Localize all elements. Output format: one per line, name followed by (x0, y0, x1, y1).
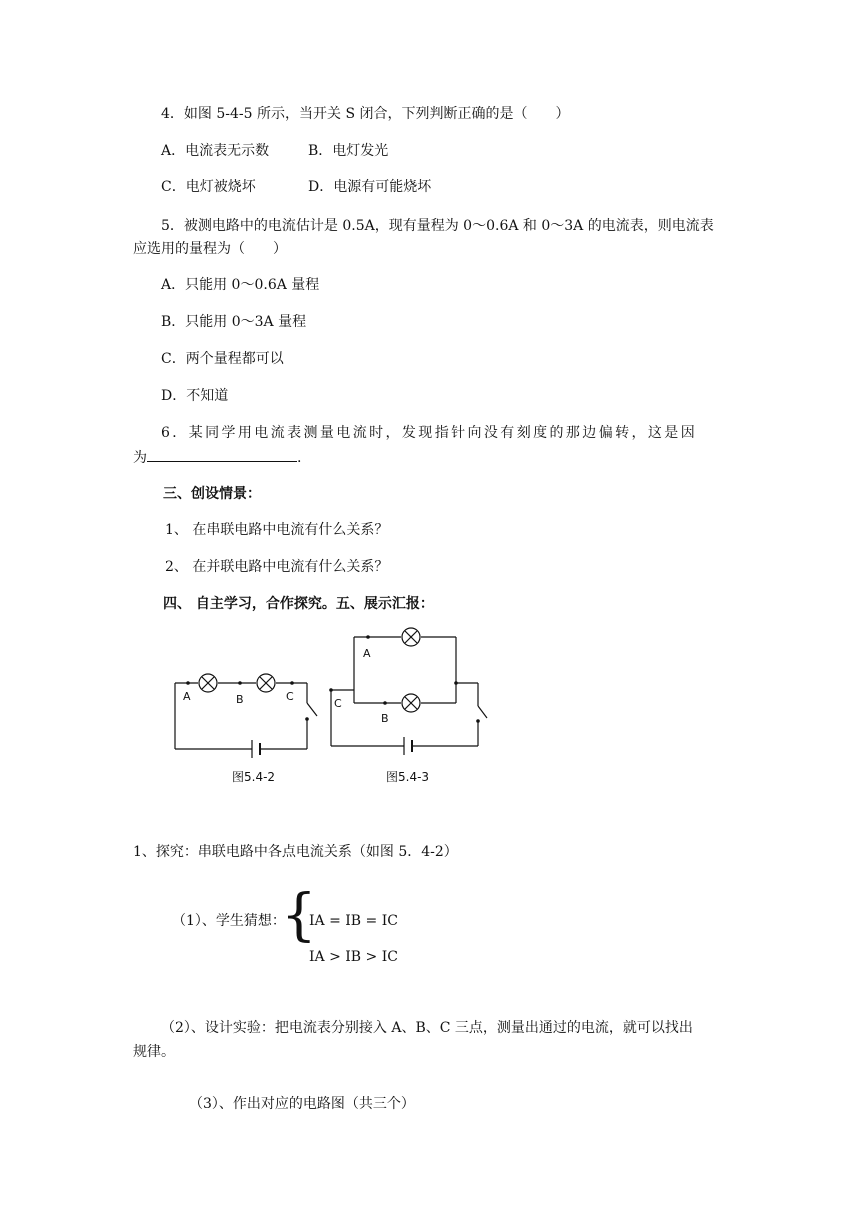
draw-instruction: （3）、作出对应的电路图（共三个） (189, 1096, 415, 1112)
series-label-c: C (286, 690, 294, 703)
section-3-title: 三、创设情景： (163, 486, 261, 502)
q6-prefix: 为 (133, 450, 147, 466)
series-label-b: B (236, 693, 244, 706)
series-figure-caption: 图5.4-2 (232, 770, 276, 784)
guess-label: （1）、学生猜想： (172, 913, 286, 929)
parallel-figure-caption: 图5.4-3 (386, 770, 430, 784)
q5-stem-line1: 5．被测电路中的电流估计是 0.5A，现有量程为 0～0.6A 和 0～3A 的电流表，则电流表 (161, 218, 714, 234)
parallel-label-b: B (381, 712, 389, 725)
series-label-a: A (183, 690, 191, 703)
section-3-item-1: 1、 在串联电路中电流有什么关系？ (165, 522, 389, 538)
q5-option-d: D．不知道 (161, 388, 229, 404)
guess-decreasing: IA > IB > IC (309, 949, 398, 965)
q4-option-b: B．电灯发光 (308, 143, 389, 159)
q4-option-a: A．电流表无示数 (161, 143, 270, 159)
q6-suffix: . (297, 450, 302, 466)
guess-brace: { (281, 883, 317, 948)
q6-stem-line1: 6．某同学用电流表测量电流时，发现指针向没有刻度的那边偏转，这是因 (161, 425, 698, 441)
design-line-2: 规律。 (133, 1044, 175, 1060)
q5-option-a: A．只能用 0～0.6A 量程 (161, 277, 320, 293)
q4-option-c: C．电灯被烧坏 (161, 179, 256, 195)
parallel-label-c: C (334, 697, 342, 710)
inquiry-title: 1、探究：串联电路中各点电流关系（如图 5．4-2） (133, 844, 458, 860)
design-line-1: （2）、设计实验：把电流表分别接入 A、B、C 三点，测量出通过的电流，就可以找出 (161, 1020, 693, 1036)
q5-option-b: B．只能用 0～3A 量程 (161, 314, 307, 330)
section-4-5-title: 四、 自主学习，合作探究。五、展示汇报： (163, 596, 434, 612)
section-3-item-2: 2、 在并联电路中电流有什么关系？ (165, 559, 389, 575)
q4-option-d: D．电源有可能烧坏 (308, 179, 432, 195)
q4-stem: 4．如图 5-4-5 所示，当开关 S 闭合，下列判断正确的是（ ） (161, 106, 570, 122)
parallel-circuit-diagram (331, 628, 487, 755)
q5-stem-line2: 应选用的量程为（ ） (133, 241, 287, 257)
q5-option-c: C．两个量程都可以 (161, 351, 284, 367)
parallel-label-a: A (363, 647, 371, 660)
guess-equal: IA = IB = IC (309, 913, 398, 929)
series-circuit-diagram (175, 674, 317, 758)
